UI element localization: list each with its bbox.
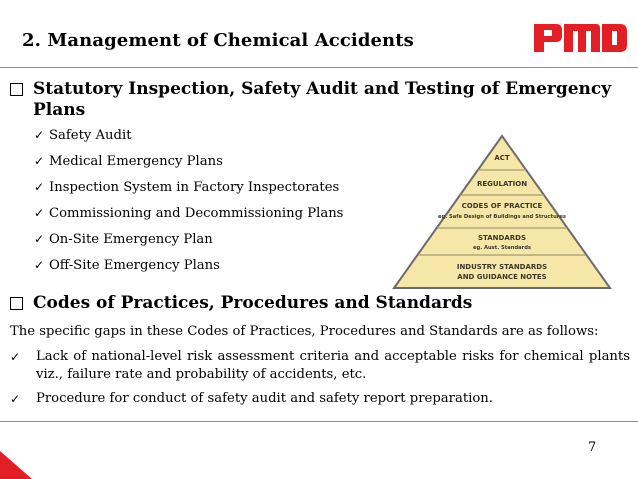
pyramid-label-industry: INDUSTRY STANDARDS [456, 263, 548, 271]
slide-title: 2. Management of Chemical Accidents [22, 30, 414, 51]
checkmark-icon: ✓ [34, 258, 45, 272]
pmd-logo [530, 18, 630, 56]
checkmark-icon: ✓ [34, 128, 45, 142]
bottom-divider [0, 421, 638, 422]
pyramid-label-act: ACT [494, 154, 510, 162]
regulation-pyramid [392, 134, 612, 290]
list-item [34, 153, 343, 179]
list-item [10, 390, 630, 408]
list-item-text: Safety Audit [49, 128, 132, 143]
section-heading-text: Codes of Practices, Procedures and Standards [33, 293, 473, 313]
pyramid-label-codes: CODES OF PRACTICE [461, 202, 543, 210]
checkbox-icon [10, 83, 23, 96]
pyramid-sublabel-industry: AND GUIDANCE NOTES [457, 273, 547, 281]
gaps-list [10, 348, 630, 414]
pyramid-sublabel-standards: eg. Aust. Standards [472, 245, 532, 251]
list-item-text: On-Site Emergency Plan [49, 232, 213, 247]
checkmark-icon: ✓ [34, 206, 45, 220]
list-item [34, 179, 343, 205]
checkbox-icon [10, 297, 23, 310]
checkmark-icon: ✓ [34, 154, 45, 168]
codes-intro-text: The specific gaps in these Codes of Practices, Procedures and Standards are as follows: [10, 324, 599, 339]
list-item [34, 127, 343, 153]
pyramid-label-standards: STANDARDS [477, 234, 527, 242]
checkmark-icon: ✓ [34, 180, 45, 194]
corner-triangle [0, 451, 32, 479]
checkmark-icon: ✓ [10, 392, 21, 406]
list-item [10, 348, 630, 384]
section-heading-codes [10, 293, 472, 314]
inspection-list [34, 127, 343, 283]
list-item [34, 257, 343, 283]
list-item [34, 231, 343, 257]
list-item-text: Lack of national-level risk assessment criteria and acceptable risks for chemical plants viz., failure rate and probability of accidents, etc. [36, 349, 630, 382]
checkmark-icon: ✓ [10, 350, 21, 364]
list-item-text: Procedure for conduct of safety audit and safety report preparation. [36, 391, 493, 406]
top-divider [0, 67, 638, 68]
list-item-text: Inspection System in Factory Inspectorates [49, 180, 340, 195]
list-item-text: Medical Emergency Plans [49, 154, 223, 169]
page-number: 7 [588, 440, 597, 455]
list-item-text: Commissioning and Decommissioning Plans [49, 206, 344, 221]
section-heading-text: Statutory Inspection, Safety Audit and Testing of Emergency Plans [33, 79, 612, 120]
list-item [34, 205, 343, 231]
checkmark-icon: ✓ [34, 232, 45, 246]
section-heading-inspection [10, 79, 630, 121]
pyramid-label-regulation: REGULATION [476, 180, 528, 188]
corner-accent [0, 447, 32, 479]
list-item-text: Off-Site Emergency Plans [49, 258, 220, 273]
pyramid-sublabel-codes: eg. Safe Design of Buildings and Structures [438, 214, 566, 220]
